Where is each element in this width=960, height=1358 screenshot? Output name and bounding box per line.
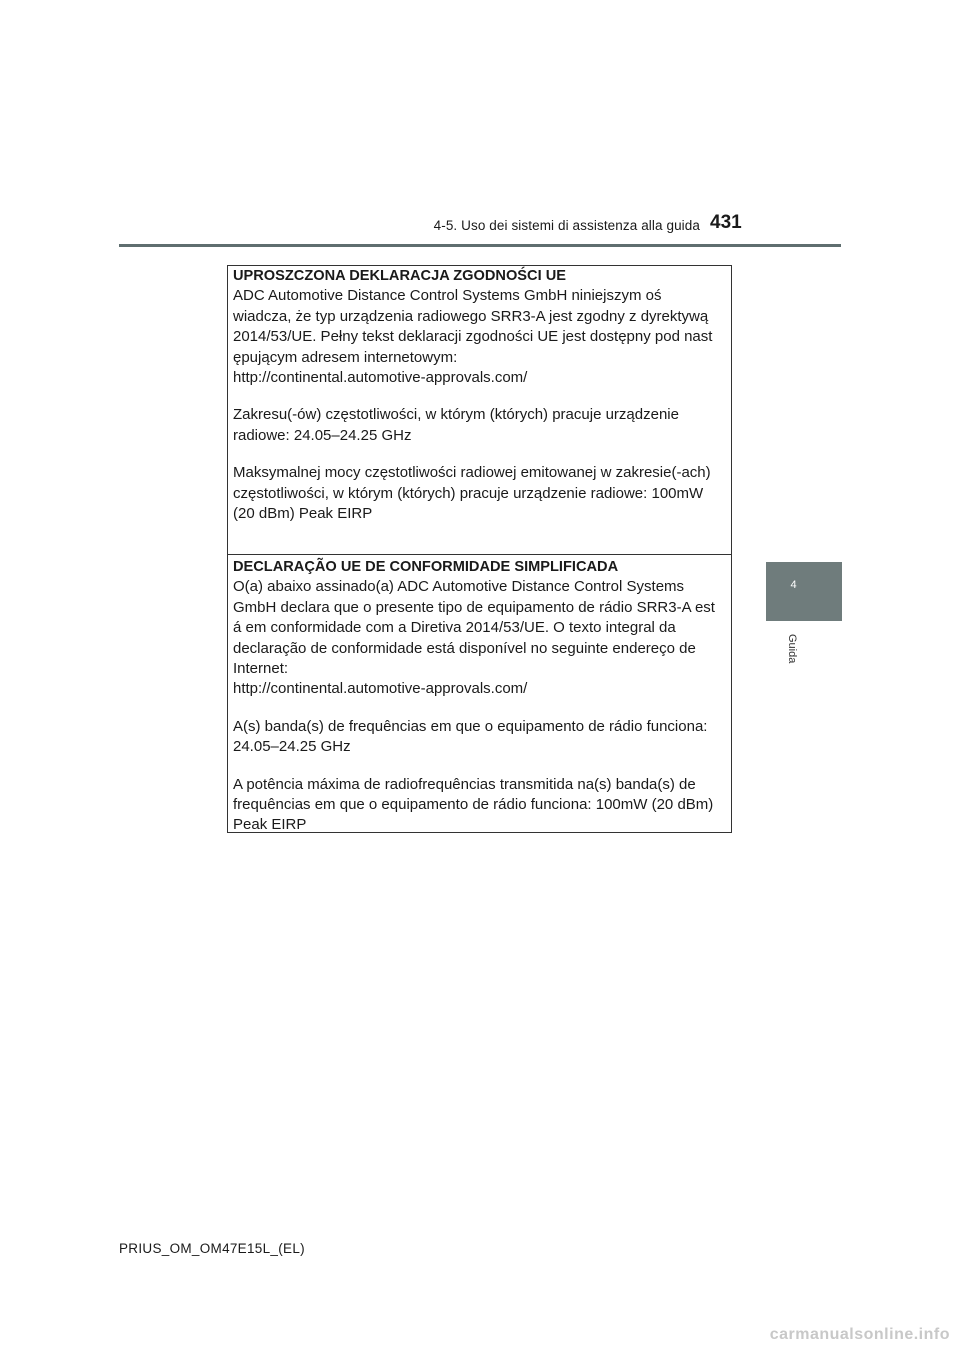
declaration-line: O(a) abaixo assinado(a) ADC Automotive Distance Control Systems (233, 578, 685, 596)
document-code: PRIUS_OM_OM47E15L_(EL) (119, 1241, 305, 1256)
frequency-line: 24.05–24.25 GHz (233, 738, 351, 756)
declaration-line: wiadcza, że typ urządzenia radiowego SRR3-A jest zgodny z dyrektywą (233, 307, 709, 325)
power-line: A potência máxima de radiofrequências transmitida na(s) banda(s) de (233, 775, 696, 793)
declaration-line: declaração de conformidade está disponível no seguinte endereço de (233, 639, 696, 657)
declaration-section-portuguese (228, 556, 731, 836)
power-line: (20 dBm) Peak EIRP (233, 505, 373, 523)
frequency-line: A(s) banda(s) de frequências em que o equipamento de rádio funciona: (233, 717, 708, 735)
page-number: 431 (710, 212, 742, 233)
declaration-line: á em conformidade com a Diretiva 2014/53/UE. O texto integral da (233, 619, 676, 637)
watermark: carmanualsonline.info (769, 1326, 950, 1343)
section-title: 4-5. Uso dei sistemi di assistenza alla guida (433, 218, 700, 233)
declaration-title: DECLARAÇÃO UE DE CONFORMIDADE SIMPLIFICADA (233, 559, 619, 575)
power-line: frequências em que o equipamento de rádio funciona: 100mW (20 dBm) (233, 796, 714, 814)
chapter-label: Guida (786, 634, 798, 664)
declaration-line: 2014/53/UE. Pełny tekst deklaracji zgodności UE jest dostępny pod nast (233, 328, 713, 346)
declaration-url: http://continental.automotive-approvals.com/ (233, 680, 528, 698)
power-line: Maksymalnej mocy częstotliwości radiowej emitowanej w zakresie(-ach) (233, 464, 711, 482)
declaration-line: GmbH declara que o presente tipo de equipamento de rádio SRR3-A est (233, 598, 715, 616)
declaration-line: ADC Automotive Distance Control Systems GmbH niniejszym oś (233, 287, 662, 305)
frequency-line: radiowe: 24.05–24.25 GHz (233, 426, 412, 444)
declaration-section-polish (228, 266, 731, 555)
power-line: częstotliwości, w którym (których) pracuje urządzenie radiowe: 100mW (233, 484, 704, 502)
chapter-tab (766, 562, 842, 621)
declaration-box (227, 265, 732, 833)
header-rule (119, 244, 841, 247)
frequency-line: Zakresu(-ów) częstotliwości, w którym (których) pracuje urządzenie (233, 406, 679, 424)
declaration-title: UPROSZCZONA DEKLARACJA ZGODNOŚCI UE (233, 268, 566, 284)
chapter-number: 4 (790, 579, 797, 591)
declaration-line: Internet: (233, 660, 289, 678)
power-line: Peak EIRP (233, 816, 307, 834)
declaration-line: ępującym adresem internetowym: (233, 348, 458, 366)
declaration-url: http://continental.automotive-approvals.com/ (233, 369, 528, 387)
